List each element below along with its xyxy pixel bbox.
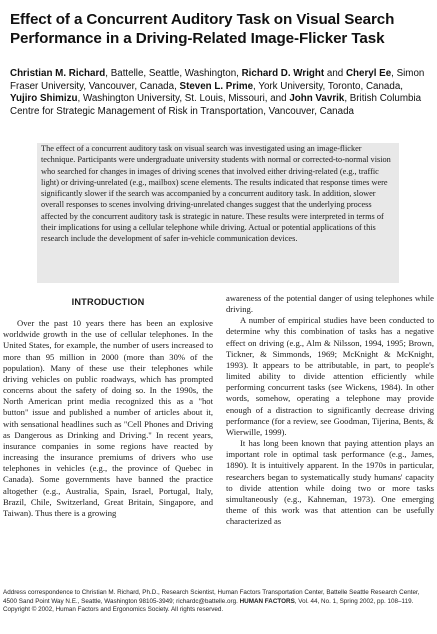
footnote	[3, 589, 433, 615]
author-name: Cheryl Ee	[345, 68, 392, 79]
author-affiliation: , York University, Toronto, Canada,	[253, 80, 403, 92]
abstract-box	[37, 143, 399, 283]
body-paragraph-continued: awareness of the potential danger of using telephones while driving.	[226, 293, 434, 315]
paper-title: Effect of a Concurrent Auditory Task on Visual Search Performance in a Driving-Related Image-Flicker Task	[10, 11, 395, 47]
journal-name: HUMAN FACTORS	[239, 597, 295, 605]
body-paragraph: Over the past 10 years there has been an explosive worldwide growth in the use of cellular telephones. In the United States, for example, the number of users increased to more than 95 million in 2000 (more than 30% of the population). Many of these use their telephones while driving vehicles on public roadways, which has prompted concerns about the safety of doing so. In the 1990s, the North American print media recognized this as a "hot button" issue and published a number of articles about it, with sensational headlines such as "Cell Phones and Driving as Dangerous as Drinking and Driving." In recent years, insurance companies in some regions have reacted by increasing the insurance premiums of drivers who use telephones in vehicles (e.g., the province of Quebec in Canada). Some governments have banned the practice altogether (e.g., Australia, Spain, Israel, Portugal, Italy, Brazil, Chile, Switzerland, Great Britain, Singapore, and Taiwan). Thus there is a growing	[3, 318, 213, 518]
section-heading-introduction: INTRODUCTION	[71, 297, 145, 307]
author-name: Yujiro Shimizu	[10, 93, 78, 105]
author-affiliation: , Simon Fraser University, Vancouver, Canada,	[10, 68, 425, 92]
author-name: Richard D. Wright	[241, 68, 325, 79]
footnote-correspondence: Address correspondence to Christian M. Richard, Ph.D., Research Scientist, Human Factors Transportation Center, Battelle Seattle Research Center, 4500 Sand Point Way N.E., Seattle, Washington 98105-3949; richardc@battelle.org.	[3, 589, 420, 605]
column-right	[226, 293, 434, 527]
author-affiliation: , British Columbia Centre for Strategic Management of Risk in Transportation, Vancouver, Canada	[10, 93, 422, 117]
citation-info: , Vol. 44, No. 1, Spring 2002, pp. 108–119. Copyright © 2002, Human Factors and Ergonomics Society. All rights reserved.	[3, 597, 414, 614]
body-paragraph: It has long been known that paying attention plays an important role in optimal task performance (e.g., James, 1890). It is intuitively apparent. In the 1970s in particular, researchers began to systematically study humans' capacity to divide attention while doing two or more tasks simultaneously (e.g., Kahneman, 1973). One emerging theme of this work was that attention can be usefully characterized as	[226, 438, 434, 527]
author-name: Christian M. Richard	[10, 68, 106, 79]
abstract-text: The effect of a concurrent auditory task on visual search was investigated using an image-flicker technique. Participants were undergraduate university students with normal or corrected-to-normal vision who searched for changes in images of driving scenes that involved either driving-related (e.g., traffic light) or driving-unrelated (e.g., mailbox) scene elements. The results indicated that response times were significantly slower if the search was accompanied by a concurrent auditory task. In addition, slower overall responses to scenes involving driving-unrelated changes suggest that the underlying process affected by the concurrent auditory task is strategic in nature. These results were interpreted in terms of their implications for using a cellular telephone while driving. Actual or potential applications of this research include the development of safer in-vehicle communication devices.	[41, 144, 391, 244]
author-separator: and	[324, 68, 346, 79]
author-block	[10, 68, 432, 118]
author-name: John Vavrik	[289, 93, 345, 105]
author-affiliation: , Washington University, St. Louis, Missouri, and	[77, 93, 290, 105]
column-left	[3, 293, 213, 519]
author-name: Steven L. Prime	[179, 80, 254, 92]
body-paragraph: A number of empirical studies have been conducted to determine why this combination of tasks has a negative effect on driving (e.g., Alm & Nilsson, 1994, 1995; Brown, Tickner, & Simmonds, 1969; McKnight & McKnight, 1993). It appears to be attributable, in part, to people's limited ability to divide attention efficiently while performing concurrent tasks (see Wickens, 1984). In other words, somehow, operating a telephone may provide enough of a distraction to significantly decrease driving performance (for a review, see Goodman, Tijerina, Bents, & Wierwille, 1999).	[226, 315, 434, 437]
author-affiliation: , Battelle, Seattle, Washington,	[105, 68, 242, 79]
